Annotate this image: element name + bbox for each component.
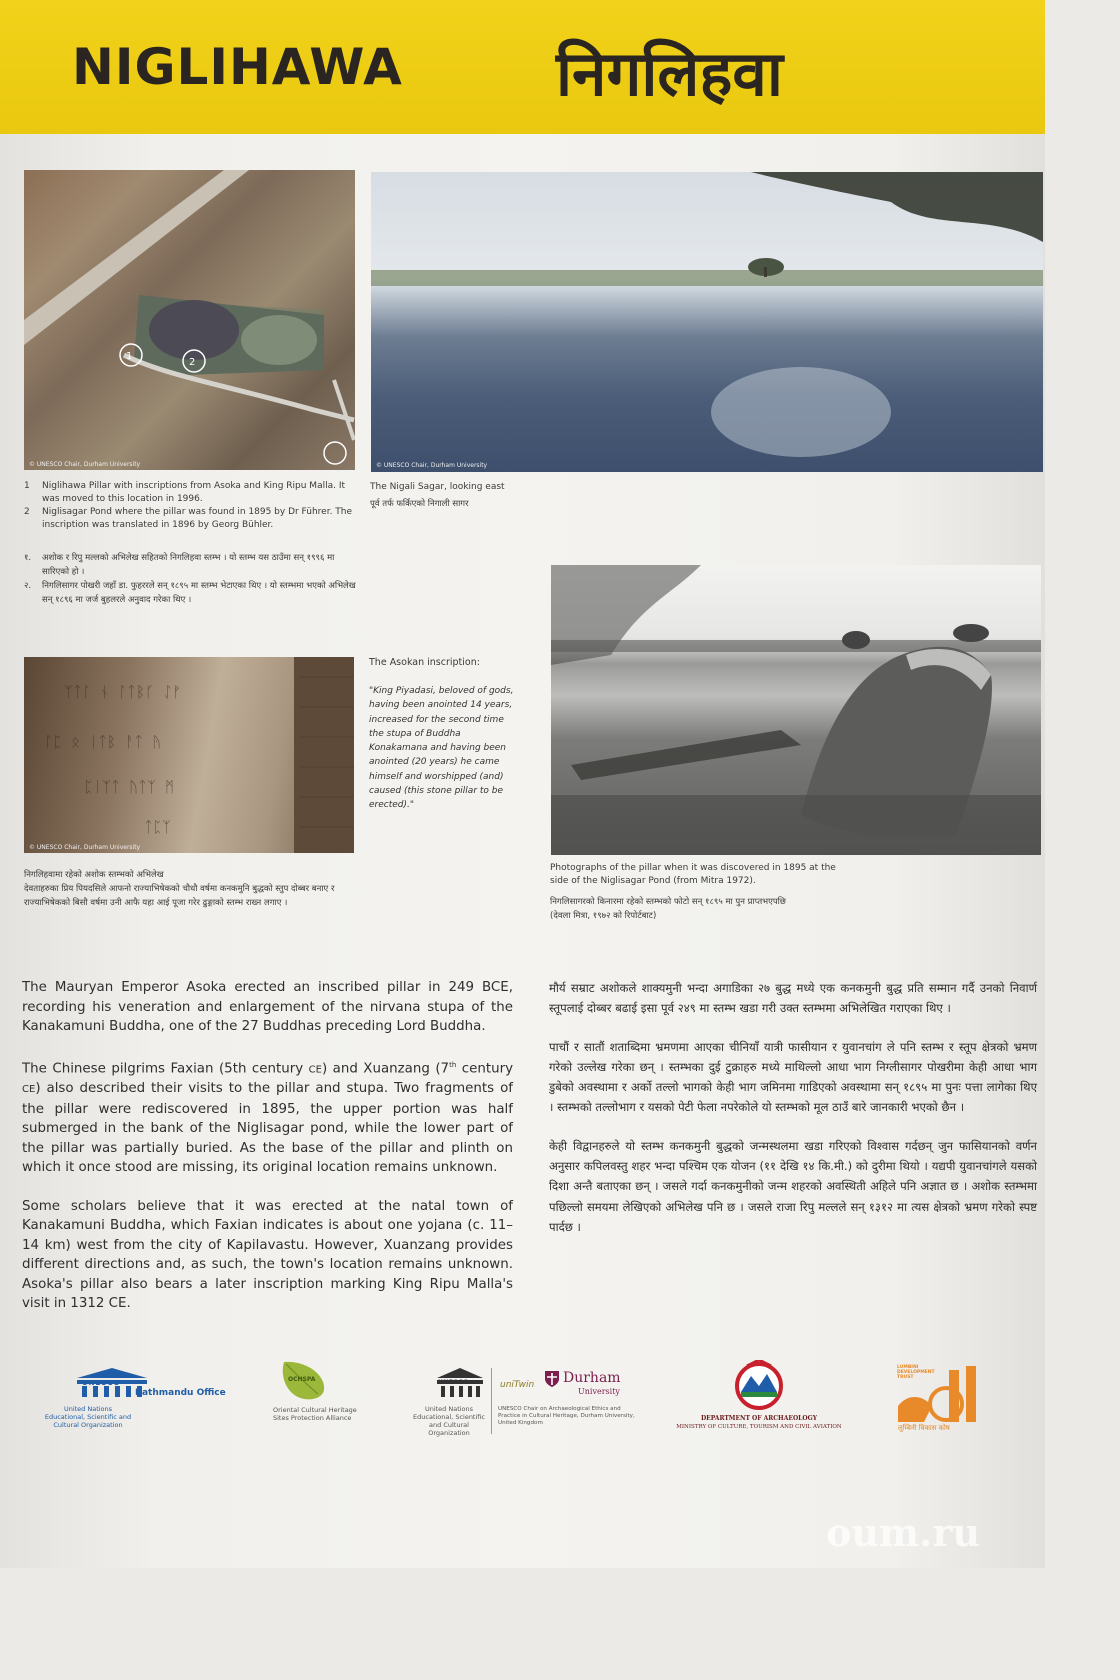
caption-text: अशोक र रिपु मल्लको अभिलेख सहितको निगलिहवा स्तम्भ । यो स्तम्भ यस ठाउँमा सन् १९९६ मा सारिएको हो । <box>42 553 335 577</box>
durham-shield-icon <box>544 1370 560 1388</box>
pillar-photo <box>551 565 1041 855</box>
ldt-sub: लुम्बिनी विकास कोष <box>898 1424 950 1432</box>
aerial-caption-en <box>24 480 359 532</box>
caption-num: 2 <box>24 507 30 517</box>
aerial-caption-ne <box>24 551 359 607</box>
inscription-credit: © UNESCO Chair, Durham University <box>29 844 141 851</box>
aerial-marker-1: 1 <box>126 351 133 362</box>
ochspa-org-text: Oriental Cultural Heritage Sites Protection Alliance <box>273 1406 357 1422</box>
body-en-p2-lead-b: ) and Xuanzang (7 <box>321 1060 450 1076</box>
body-en-p2-lead-c: century <box>456 1060 514 1076</box>
inscription-caption-ne: निगलिहवामा रहेको अशोक स्तम्भको अभिलेख देवताहरुका प्रिय पियदसिले आफनो राज्याभिषेकको चौधौ वर्षमा कनकमुनि बुद्धको स्तुप दोब्बर बनाए र राज्याभिषेकको बिसौ वर्षमा उनी आफै यहा आई पूजा गरेर ढुङ्गाको स्तम्भ राख्न लगाए । <box>24 870 335 908</box>
unesco-durham-logo <box>410 1368 640 1438</box>
body-en-p2-lead-a: The Chinese pilgrims Faxian (5th century <box>22 1060 309 1076</box>
aerial-caption-ne-item-1 <box>24 551 359 579</box>
lake-illustration <box>371 172 1043 472</box>
aerial-caption-item-2 <box>24 506 359 532</box>
body-en-p2-rest: also described their visits to the pillar and stupa. Two fragments of the pillar were rediscovered in 1895, the upper portion was half submerged in the bank of the Niglisagar pond, while the lower part of the pillar was partially buried. As the base of the pillar and plinth on which it once stood are missing, its original location remains unknown. <box>22 1081 513 1176</box>
durham-name: Durham <box>563 1370 621 1386</box>
body-en-p2-ce-1: CE <box>308 1063 322 1075</box>
body-en-paragraph-3: Some scholars believe that it was erected at the natal town of Kanakamuni Buddha, which Faxian indicates is about one yojana (c. 11–14 km) west from the city of Kapilavastu. However, Xuanzang provides different directions and, as such, the town's location remains unknown. Asoka's pillar also bears a later inscription marking King Ripu Malla's visit in 1312 CE. <box>22 1198 513 1312</box>
unesco-wordmark: UNESCO <box>82 1379 121 1387</box>
doa-line-1: DEPARTMENT OF ARCHAEOLOGY <box>700 1415 818 1422</box>
body-nepali <box>549 978 1037 1255</box>
aerial-illustration <box>24 170 355 470</box>
caption-num: 1 <box>24 481 30 491</box>
page-title-en: NIGLIHAWA <box>72 38 403 96</box>
caption-text: Niglisagar Pond where the pillar was found in 1895 by Dr Führer. The inscription was translated in 1896 by Georg Bühler. <box>42 507 353 530</box>
body-en-p2-ce-2: CE <box>22 1084 36 1096</box>
svg-text:ᛚᛈ ᛟ ᛁᛏᛒ ᚨᛏ ᚤ: ᛚᛈ ᛟ ᛁᛏᛒ ᚨᛏ ᚤ <box>44 733 162 751</box>
unesco-wordmark-2: UNESCO <box>438 1379 469 1386</box>
unitwin-chair-text: UNESCO Chair on Archaeological Ethics and Practice in Cultural Heritage, Durham University, United Kingdom <box>498 1406 635 1426</box>
aerial-caption-ne-item-2 <box>24 579 359 607</box>
lumbini-development-trust-logo <box>894 1362 994 1437</box>
aerial-caption-item-1 <box>24 480 359 506</box>
watermark: oum.ru <box>826 1510 981 1555</box>
lake-photo <box>371 172 1043 472</box>
asokan-heading: The Asokan inscription: <box>369 657 480 668</box>
body-en-paragraph-2 <box>22 1056 513 1178</box>
caption-num: १. <box>24 553 32 563</box>
aerial-photo <box>24 170 355 470</box>
ochspa-logo <box>270 1360 370 1435</box>
kathmandu-office-label: Kathmandu Office <box>135 1388 226 1398</box>
svg-text:ᛉᛏᛚ ᚾ ᛚᛏᛒᚴ ᛇᚠ: ᛉᛏᛚ ᚾ ᛚᛏᛒᚴ ᛇᚠ <box>64 683 182 701</box>
inscription-photo <box>24 657 354 853</box>
caption-text: Niglihawa Pillar with inscriptions from Asoka and King Ripu Malla. It was moved to this location in 1996. <box>42 481 346 504</box>
caption-text: निगलिसागर पोखरी जहाँ डा. फुहररले सन् १८९५ मा स्तम्भ भेटाएका थिए । यो स्तम्भमा भएको अभिलेख सन् १८९६ मा जर्ज बुहलरले अनुवाद गरेका थिए । <box>42 581 356 605</box>
doa-line-2: MINISTRY OF CULTURE, TOURISM AND CIVIL AVIATION <box>676 1424 842 1430</box>
asokan-quote: "King Piyadasi, beloved of gods, having been anointed 14 years, increased for the second time the stupa of Buddha Konakamana and having been anointed (20 years) he came himself and worshipped (and) caused (this stone pillar to be erected)." <box>369 686 514 811</box>
lake-caption-en: The Nigali Sagar, looking east <box>370 482 505 492</box>
durham-sub: University <box>578 1387 620 1396</box>
inscription-illustration <box>24 657 354 853</box>
svg-text:ᛈᛁᛉᛏ ᚢᛏᛉ ᛗ: ᛈᛁᛉᛏ ᚢᛏᛉ ᛗ <box>84 778 175 796</box>
caption-num: २. <box>24 581 32 591</box>
aerial-marker-2: 2 <box>189 357 196 368</box>
body-ne-paragraph-1: मौर्य सम्राट अशोकले शाक्यमुनी भन्दा अगाडिका २७ बुद्ध मध्ये एक कनकमुनी बुद्ध प्रति सम्मान गर्दै उनको निवार्ण स्तूपलाई दोब्बर बढाई इसा पूर्व २४९ मा स्तम्भ खडा गरी उक्त स्तम्भमा अभिलेखित गराएका थिए । <box>549 981 1037 1016</box>
ochspa-mark: OCHSPA <box>288 1376 316 1383</box>
logo-divider <box>491 1368 492 1434</box>
body-en-p2-lead-d: ) <box>35 1081 41 1097</box>
pillar-caption-en: Photographs of the pillar when it was discovered in 1895 at the side of the Niglisagar Pond (from Mitra 1972). <box>550 863 836 886</box>
unesco-org-text: United Nations Educational, Scientific and Cultural Organization <box>44 1405 132 1429</box>
lake-credit: © UNESCO Chair, Durham University <box>376 462 488 469</box>
page-title-ne: निगलिहवा <box>556 37 783 110</box>
nepal-emblem-icon <box>727 1360 791 1410</box>
lake-caption-ne: पूर्व तर्फ फर्किएको निगाली सागर <box>370 499 469 509</box>
body-en-paragraph-1: The Mauryan Emperor Asoka erected an inscribed pillar in 249 BCE, recording his veneration and enlargement of the nirvana stupa of the Kanakamuni Buddha, one of the 27 Buddhas preceding Lord Buddha. <box>22 980 513 1034</box>
unesco-org-text-2: United Nations Educational, Scientific and Cultural Organization <box>413 1405 485 1437</box>
body-ne-paragraph-2: पाचौं र सातौं शताब्दिमा भ्रमणमा आएका चीनियाँ यात्री फासीयान र युवानचांग ले पनि स्तम्भ र स्तूप क्षेत्रको भ्रमण गरेको उल्लेख गरेका छन् । स्तम्भका दुई टुक्राहरु मध्ये माथिल्लो आधा भाग निग्लीसागर पोखरीमा केही आधा भाग डुबेको अवस्थामा र अर्को तल्लो भागको केही भाग जमिनमा गाडिएको अवस्थामा सन् १८९५ मा पुनः पत्ता लागेका थिए । स्तम्भको तल्लोभाग र यसको पेटी फेला नपरेकोले यो स्तम्भको मूल ठाउँ बारे जानकारी भएको छैन । <box>549 1039 1037 1115</box>
unitwin-mark: uniTwin <box>500 1380 535 1390</box>
ldt-mark: LUMBINI DEVELOPMENT TRUST <box>897 1365 935 1380</box>
pillar-illustration <box>551 565 1041 855</box>
body-en-p2-sup: th <box>449 1060 457 1069</box>
department-of-archaeology-logo <box>664 1360 854 1438</box>
aerial-credit: © UNESCO Chair, Durham University <box>29 461 141 468</box>
body-ne-paragraph-3: केही विद्वानहरुले यो स्तम्भ कनकमुनी बुद्धको जन्मस्थलमा खडा गरिएको विश्वास गर्दछन् जुन फासियानको वर्णन अनुसार कपिलवस्तु शहर भन्दा पश्चिम एक योजन (११ देखि १४ कि.मी.) को दुरीमा थियो । यद्यपी युवानचांगले यसको दिशा अन्तै बताएका छन् । जसले गर्दा कनकमुनीको जन्म शहरको अवस्थिती अहिले पनि अज्ञात छ । अशोक स्तम्भमा पछिल्लो समयमा लेखिएको अभिलेख पनि छ । जसले राजा रिपु मल्लले सन् १३१२ मा त्यस क्षेत्रको भ्रमण गरेको स्पष्ट पार्दछ । <box>549 1138 1037 1234</box>
pillar-caption-ne: निगलिसागरको किनारमा रहेको स्तम्भको फोटो सन् १८९५ मा पुन प्राप्तभएपछि (देवला मित्रा, १९७२ को रिपोर्टबाट) <box>550 897 786 921</box>
body-english <box>22 978 513 1333</box>
unesco-kathmandu-logo <box>44 1368 234 1438</box>
svg-text:ᛏᛈᛉ: ᛏᛈᛉ <box>144 818 172 836</box>
